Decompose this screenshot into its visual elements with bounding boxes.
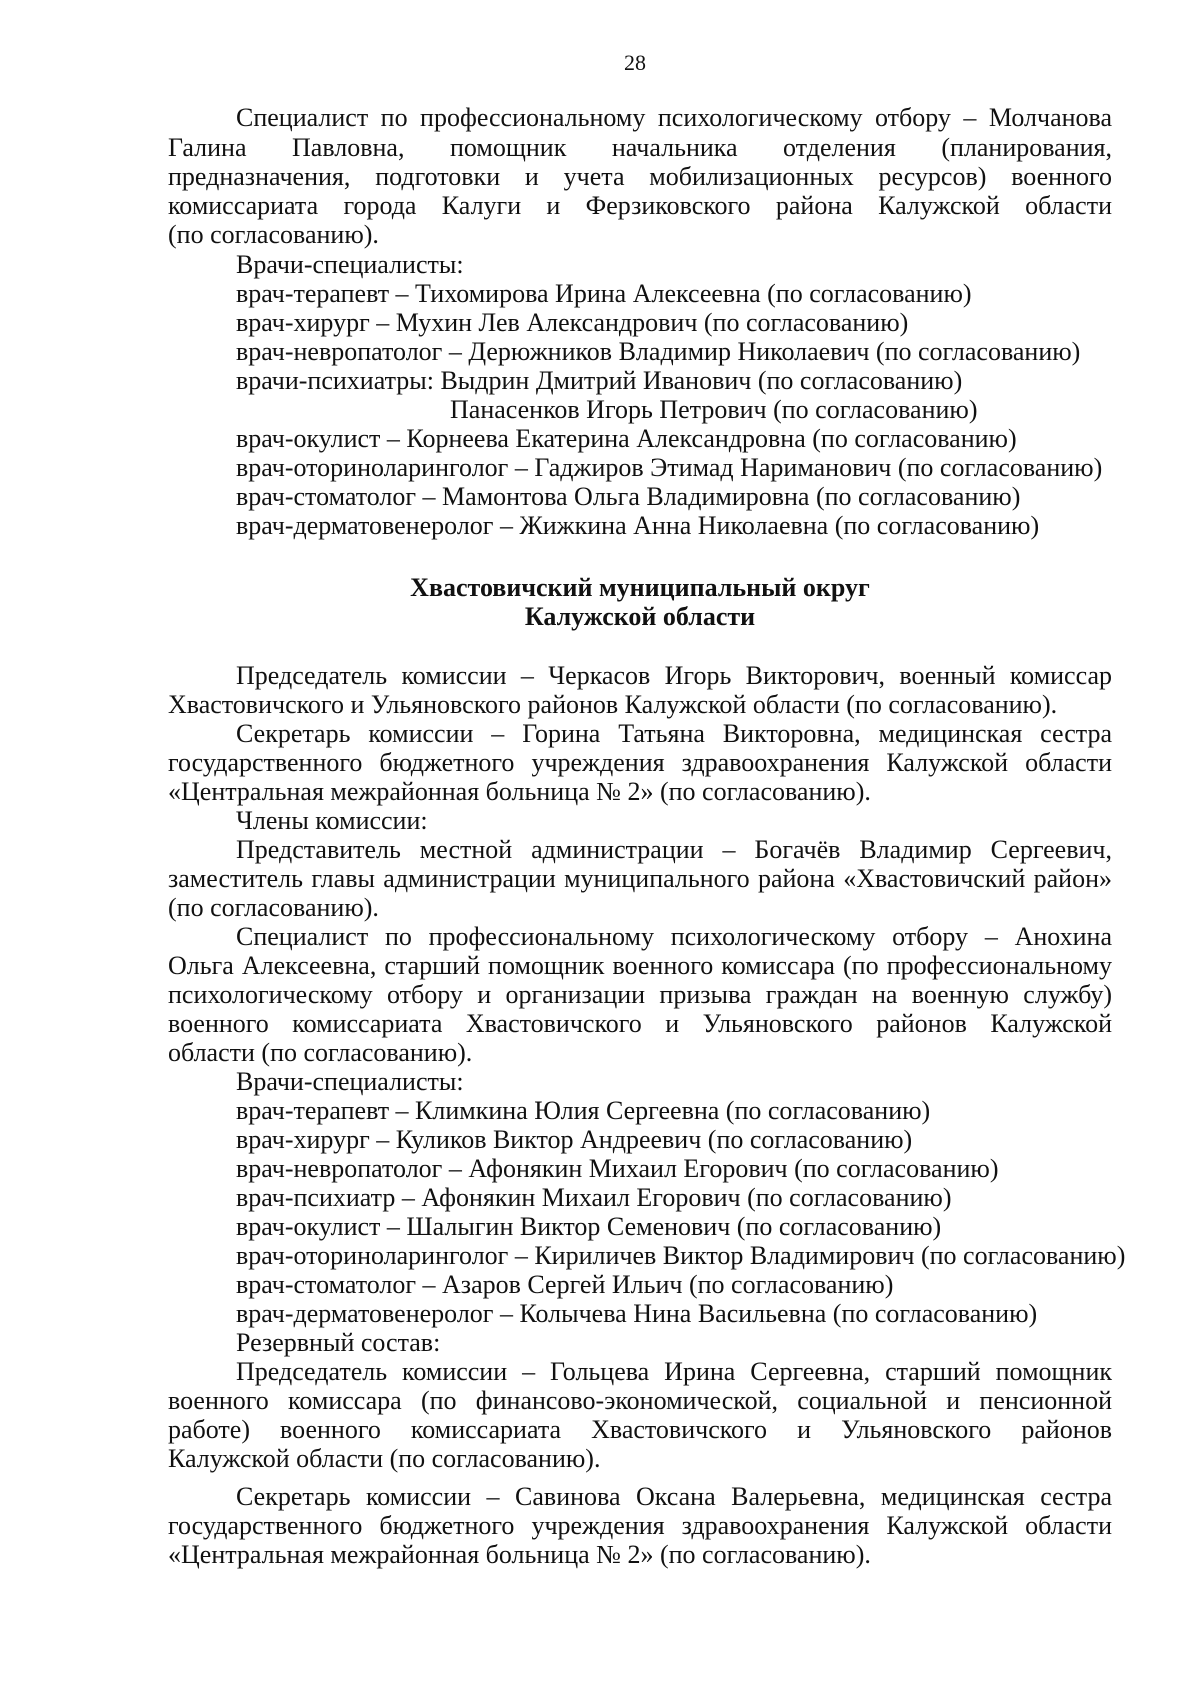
list-item: врачи-психиатры: Выдрин Дмитрий Иванович (по согласованию) <box>236 366 963 395</box>
list-item: врач-психиатр – Афонякин Михаил Егорович (по согласованию) <box>236 1183 952 1212</box>
doctors-header: Врачи-специалисты: <box>236 250 464 279</box>
list-item: врач-невропатолог – Афонякин Михаил Егорович (по согласованию) <box>236 1154 999 1183</box>
section-heading: Хвастовичский муниципальный округ <box>410 573 870 602</box>
paragraph-line: Галина Павловна, помощник начальника отделения (планирования, <box>168 133 1112 162</box>
paragraph-line: «Центральная межрайонная больница № 2» (по согласованию). <box>168 777 871 806</box>
paragraph-line: государственного бюджетного учреждения здравоохранения Калужской области <box>168 748 1112 777</box>
paragraph-line: заместитель главы администрации муниципального района «Хвастовичский район» <box>168 864 1112 893</box>
list-item: врач-окулист – Шалыгин Виктор Семенович (по согласованию) <box>236 1212 942 1241</box>
list-item: врач-хирург – Куликов Виктор Андреевич (по согласованию) <box>236 1125 913 1154</box>
list-item: врач-оториноларинголог – Гаджиров Этимад Нариманович (по согласованию) <box>236 453 1103 482</box>
paragraph-line: Председатель комиссии – Гольцева Ирина Сергеевна, старший помощник <box>236 1357 1112 1386</box>
list-item: врач-хирург – Мухин Лев Александрович (по согласованию) <box>236 308 909 337</box>
paragraph-line: государственного бюджетного учреждения здравоохранения Калужской области <box>168 1511 1112 1540</box>
list-item: врач-стоматолог – Азаров Сергей Ильич (по согласованию) <box>236 1270 894 1299</box>
paragraph-line: Калужской области (по согласованию). <box>168 1444 601 1473</box>
section-heading: Калужской области <box>524 602 756 631</box>
paragraph-line: Секретарь комиссии – Горина Татьяна Викторовна, медицинская сестра <box>236 719 1112 748</box>
list-item: Панасенков Игорь Петрович (по согласованию) <box>450 395 978 424</box>
paragraph-line: работе) военного комиссариата Хвастовичского и Ульяновского районов <box>168 1415 1112 1444</box>
paragraph-line: (по согласованию). <box>168 220 379 249</box>
reserve-header: Резервный состав: <box>236 1328 441 1357</box>
list-item: врач-терапевт – Тихомирова Ирина Алексеевна (по согласованию) <box>236 279 972 308</box>
paragraph-line: Хвастовичского и Ульяновского районов Калужской области (по согласованию). <box>168 690 1058 719</box>
paragraph-line: области (по согласованию). <box>168 1038 473 1067</box>
paragraph-line: военного комиссариата Хвастовичского и Ульяновского районов Калужской <box>168 1009 1112 1038</box>
paragraph-line: Секретарь комиссии – Савинова Оксана Валерьевна, медицинская сестра <box>236 1482 1112 1511</box>
doctors-header: Врачи-специалисты: <box>236 1067 464 1096</box>
paragraph-line: Специалист по профессиональному психологическому отбору – Анохина <box>236 922 1112 951</box>
list-item: врач-окулист – Корнеева Екатерина Александровна (по согласованию) <box>236 424 1017 453</box>
paragraph-line: комиссариата города Калуги и Ферзиковского района Калужской области <box>168 191 1112 220</box>
page-number: 28 <box>624 50 646 75</box>
paragraph-line: (по согласованию). <box>168 893 379 922</box>
list-item: врач-дерматовенеролог – Колычева Нина Васильевна (по согласованию) <box>236 1299 1038 1328</box>
list-item: врач-стоматолог – Мамонтова Ольга Владимировна (по согласованию) <box>236 482 1021 511</box>
paragraph-line: предназначения, подготовки и учета мобилизационных ресурсов) военного <box>168 162 1112 191</box>
list-item: врач-дерматовенеролог – Жижкина Анна Николаевна (по согласованию) <box>236 511 1040 540</box>
paragraph-line: психологическому отбору и организации призыва граждан на военную службу) <box>168 980 1112 1009</box>
list-item: врач-оториноларинголог – Кириличев Виктор Владимирович (по согласованию) <box>236 1241 1126 1270</box>
paragraph-line: Специалист по профессиональному психологическому отбору – Молчанова <box>236 103 1112 132</box>
paragraph-line: «Центральная межрайонная больница № 2» (по согласованию). <box>168 1540 871 1569</box>
paragraph-line: военного комиссара (по финансово-экономической, социальной и пенсионной <box>168 1386 1112 1415</box>
paragraph-line: Представитель местной администрации – Богачёв Владимир Сергеевич, <box>236 835 1112 864</box>
paragraph-line: Ольга Алексеевна, старший помощник военного комиссара (по профессиональному <box>168 951 1112 980</box>
paragraph-line: Председатель комиссии – Черкасов Игорь Викторович, военный комиссар <box>236 661 1112 690</box>
members-header: Члены комиссии: <box>236 806 428 835</box>
list-item: врач-терапевт – Климкина Юлия Сергеевна (по согласованию) <box>236 1096 931 1125</box>
list-item: врач-невропатолог – Дерюжников Владимир Николаевич (по согласованию) <box>236 337 1081 366</box>
